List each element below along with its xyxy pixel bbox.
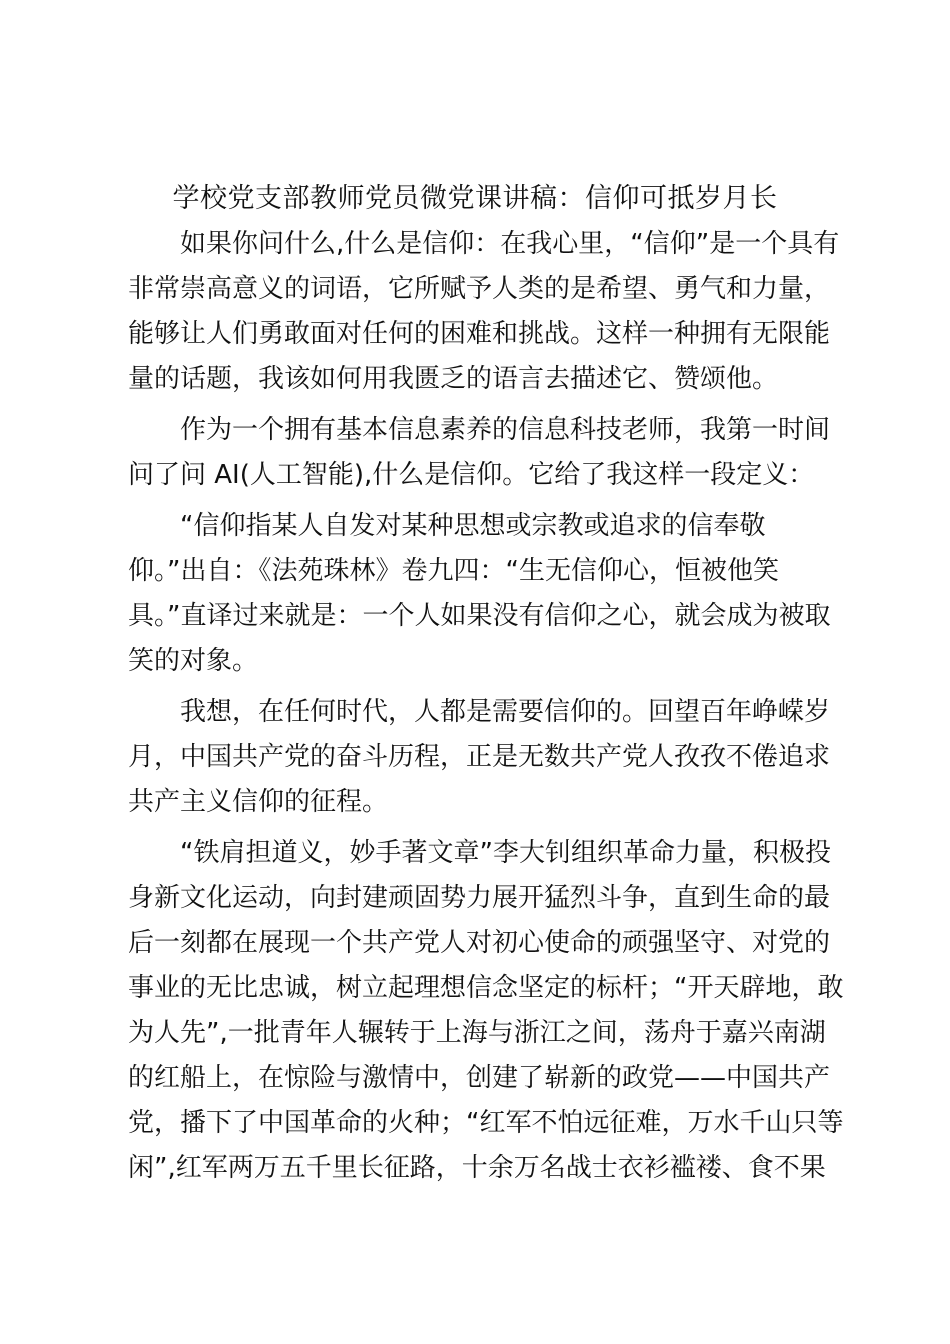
text-line: 作为一个拥有基本信息素养的信息科技老师，我第一时间 [180,415,831,445]
text-line: 共产主义信仰的征程。 [128,787,389,817]
text-line: 党，播下了中国革命的火种；“红军不怕远征难，万水千山只等 [128,1108,844,1138]
text-line: 能够让人们勇敢面对任何的困难和挑战。这样一种拥有无限能 [128,319,831,349]
paragraph-1 [128,222,840,402]
text-line: “铁肩担道义，妙手著文章”李大钊组织革命力量，积极投 [180,838,831,868]
text-line: 量的话题，我该如何用我匮乏的语言去描述它、赞颂他。 [128,364,779,394]
text-line: 的红船上，在惊险与激情中，创建了崭新的政党——中国共产 [128,1063,831,1093]
text-line: 身新文化运动，向封建顽固势力展开猛烈斗争，直到生命的最 [128,883,831,913]
paragraph-3 [128,504,834,684]
paragraph-2 [128,408,834,498]
text-line: 非常崇高意义的词语，它所赋予人类的是希望、勇气和力量， [128,274,831,304]
document-title: 学校党支部教师党员微党课讲稿：信仰可抵岁月长 [172,183,778,214]
text-line: 事业的无比忠诚，树立起理想信念坚定的标杆；“开天辟地，敢 [128,973,844,1003]
text-line: 为人先”,一批青年人辗转于上海与浙江之间，荡舟于嘉兴南湖 [128,1018,826,1048]
paragraph-4 [128,690,834,825]
text-line: 我想，在任何时代，人都是需要信仰的。回望百年峥嵘岁 [180,697,831,727]
paragraph-5 [128,831,844,1191]
text-line: 问了问 AI(人工智能),什么是信仰。它给了我这样一段定义： [128,460,815,490]
text-line: 笑的对象。 [128,646,259,676]
document-body [128,222,844,1197]
text-line: 后一刻都在展现一个共产党人对初心使命的顽强坚守、对党的 [128,928,831,958]
text-line: 具。”直译过来就是：一个人如果没有信仰之心，就会成为被取 [128,601,831,631]
text-line: 月，中国共产党的奋斗历程，正是无数共产党人孜孜不倦追求 [128,742,831,772]
text-line: 闲”,红军两万五千里长征路，十余万名战士衣衫褴褛、食不果 [128,1153,826,1183]
text-line: 如果你问什么,什么是信仰：在我心里，“信仰”是一个具有 [180,229,840,259]
text-line: 仰。”出自：《法苑珠林》卷九四：“生无信仰心，恒被他笑 [128,556,779,586]
text-line: “信仰指某人自发对某种思想或宗教或追求的信奉敬 [180,511,766,541]
